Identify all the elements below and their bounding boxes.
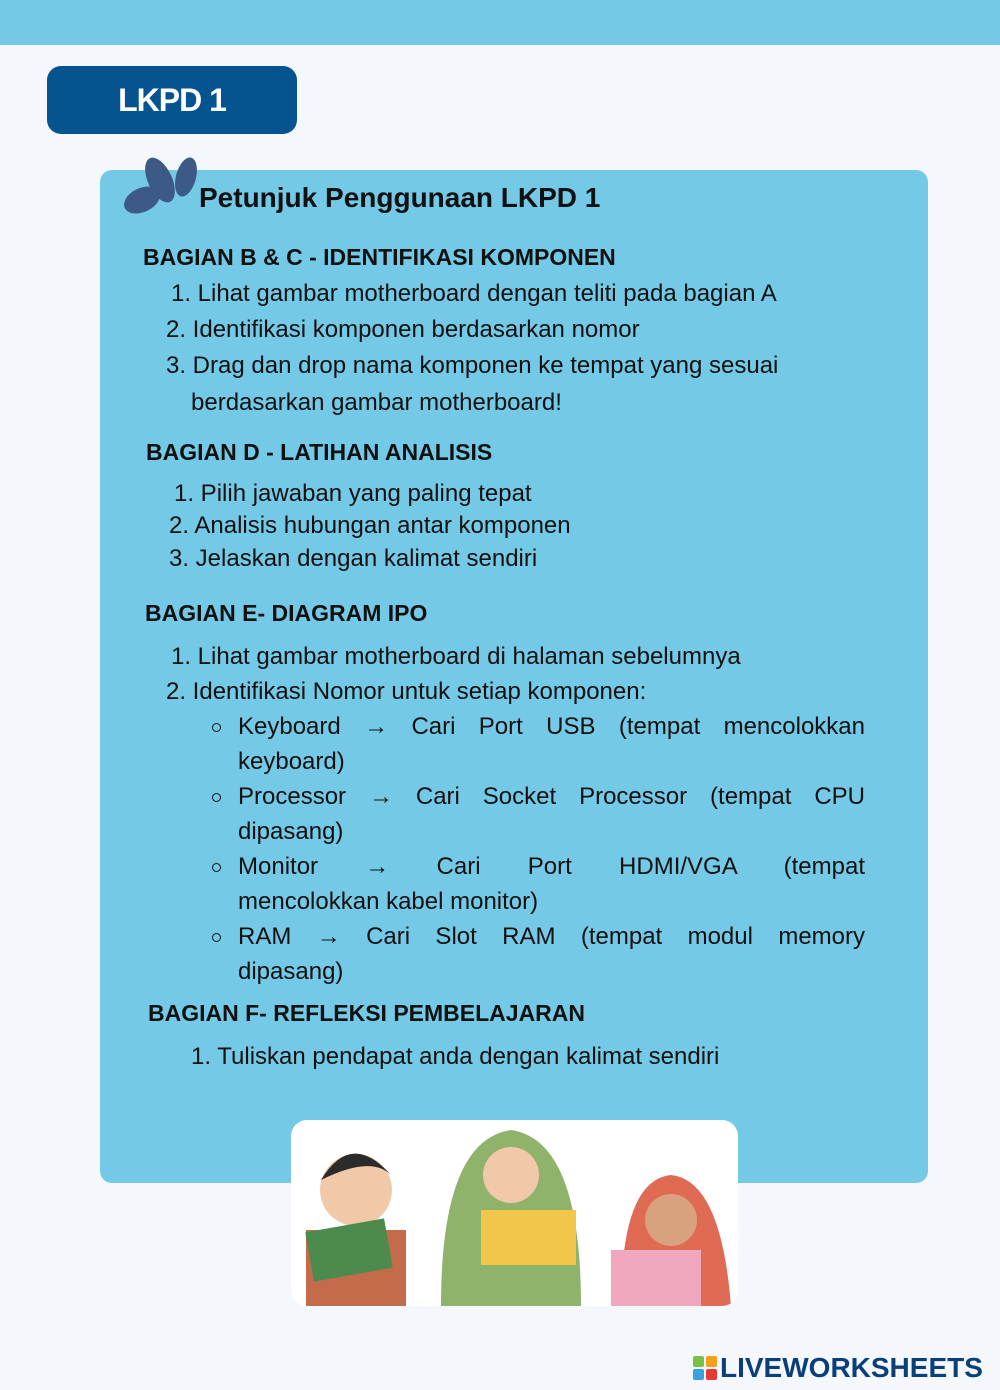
bullet-line: dipasang) — [238, 958, 344, 985]
list-item: 3. Drag dan drop nama komponen ke tempat yang sesuai — [166, 352, 779, 379]
brand-text: LIVEWORKSHEETS — [720, 1352, 983, 1383]
bullet-icon — [212, 863, 221, 872]
section-heading: BAGIAN F- REFLEKSI PEMBELAJARAN — [148, 1000, 586, 1026]
list-item: 1. Lihat gambar motherboard di halaman sebelumnya — [171, 643, 741, 670]
sparkle-decoration-icon — [122, 155, 202, 220]
list-item: 2. Identifikasi komponen berdasarkan nomor — [166, 316, 640, 343]
list-item: 1. Lihat gambar motherboard dengan teliti pada bagian A — [171, 280, 777, 307]
bullet-item — [238, 779, 865, 849]
bullet-item — [238, 919, 865, 989]
list-item: berdasarkan gambar motherboard! — [191, 389, 562, 416]
bullet-icon — [212, 933, 221, 942]
list-item: 1. Tuliskan pendapat anda dengan kalimat sendiri — [191, 1043, 720, 1070]
bullet-item — [238, 709, 865, 779]
list-item: 1. Pilih jawaban yang paling tepat — [174, 480, 532, 507]
bullet-line: RAM → Cari Slot RAM (tempat modul memory — [238, 923, 865, 950]
list-item: 3. Jelaskan dengan kalimat sendiri — [169, 545, 538, 572]
bullet-line: Processor → Cari Socket Processor (tempat CPU — [238, 783, 865, 810]
bullet-line: keyboard) — [238, 748, 345, 775]
bullet-line: mencolokkan kabel monitor) — [238, 888, 539, 915]
lkpd-badge: LKPD 1 — [47, 66, 297, 134]
page-title: Petunjuk Penggunaan LKPD 1 — [199, 182, 601, 213]
top-band — [0, 0, 1000, 45]
section-heading: BAGIAN E- DIAGRAM IPO — [145, 600, 428, 626]
list-item: 2. Identifikasi Nomor untuk setiap komponen: — [166, 678, 647, 705]
bullet-line: Keyboard → Cari Port USB (tempat mencolokkan — [238, 713, 865, 740]
bullet-line: dipasang) — [238, 818, 344, 845]
bullet-item — [238, 849, 865, 919]
list-item: 2. Analisis hubungan antar komponen — [169, 512, 571, 539]
bullet-icon — [212, 723, 221, 732]
children-reading-illustration — [291, 1120, 738, 1306]
bullet-icon — [212, 793, 221, 802]
section-heading: BAGIAN B & C - IDENTIFIKASI KOMPONEN — [143, 244, 616, 270]
section-heading: BAGIAN D - LATIHAN ANALISIS — [146, 439, 493, 465]
logo-squares-icon — [693, 1356, 717, 1380]
liveworksheets-logo — [693, 1352, 983, 1384]
bullet-line: Monitor → Cari Port HDMI/VGA (tempat — [238, 853, 865, 880]
